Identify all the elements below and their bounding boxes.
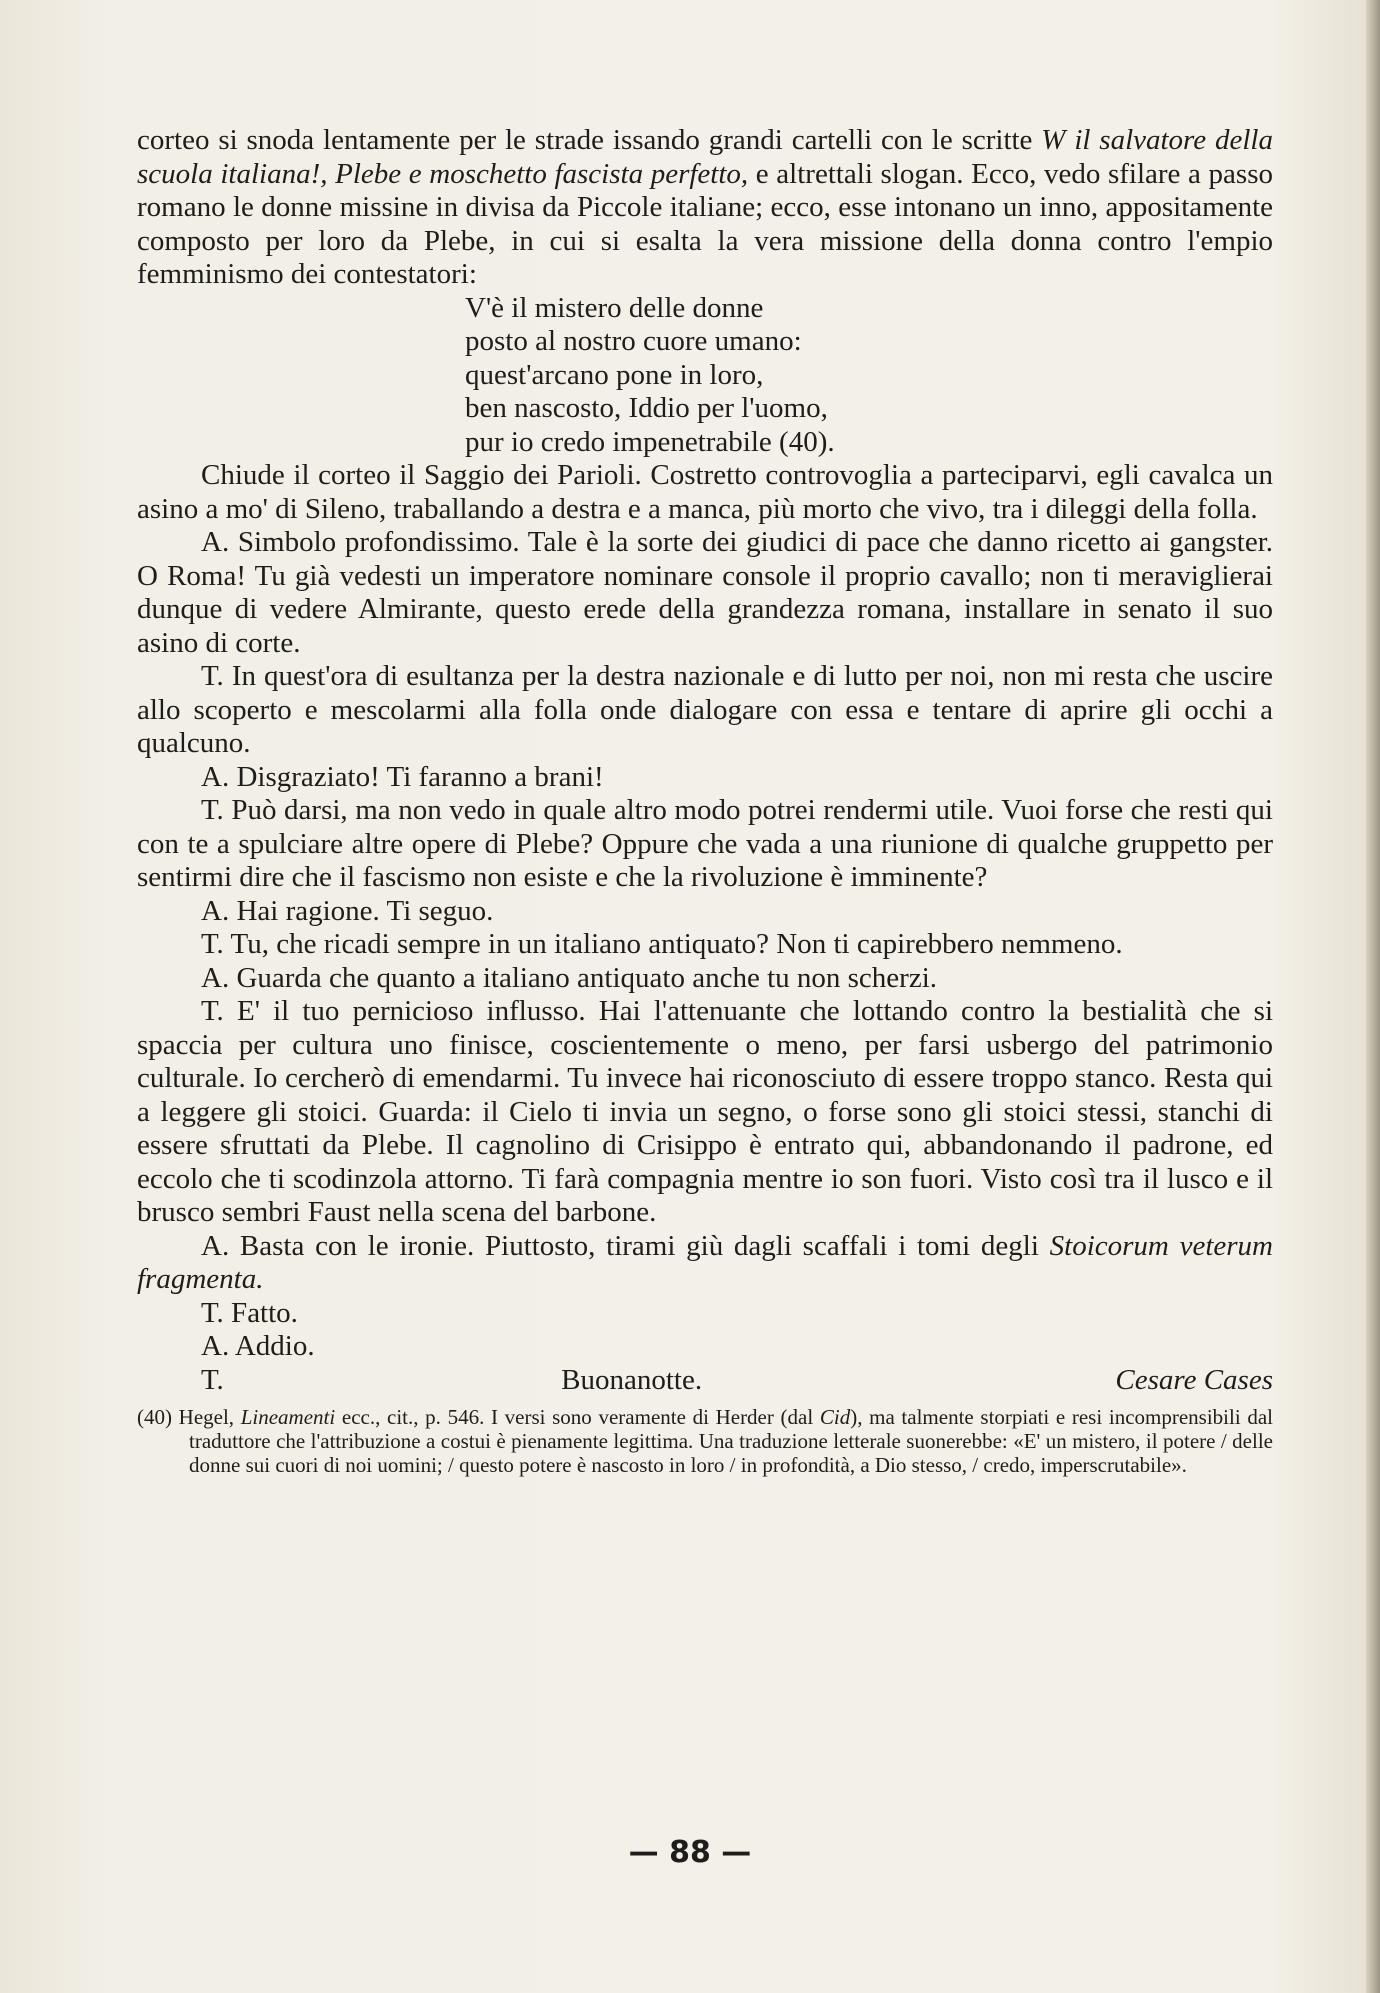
text-run: ), ma talmente storpiati e resi incomprensibili dal traduttore che l'attribuzione a costui è pienamente legittima. Una traduzione letterale suonerebbe: «E' un mistero, il potere / delle donne sui cuori di noi uomini; / questo potere è nascosto in loro / in profondità, a Dio stesso, / credo, imperscrutabile». — [189, 1405, 1273, 1477]
text-run: A. Addio. — [201, 1330, 315, 1362]
text-run: A. Simbolo profondissimo. Tale è la sorte dei giudici di pace che danno ricetto ai gangster. O Roma! Tu già vedesti un imperatore nominare console il proprio cavallo; non ti meraviglierai dunque di vedere Almirante, questo erede della grandezza romana, installare in senato il suo asino di corte. — [137, 526, 1273, 659]
paragraph-p7 — [137, 895, 1273, 929]
italic-text: Stoicorum veterum fragmenta. — [137, 1229, 1273, 1295]
paragraph-p13 — [137, 1330, 1273, 1364]
text-run: T. E' il tuo pernicioso influsso. Hai l'attenuante che lottando contro la bestialità che si spaccia per cultura uno finisce, coscientemente o meno, per farsi usbergo del patrimonio culturale. Io cercherò di emendarmi. Tu invece hai riconosciuto di essere troppo stanco. Resta qui a leggere gli stoici. Guarda: il Cielo ti invia un segno, o forse sono gli stoici stessi, stanchi di essere sfruttati da Plebe. Il cagnolino di Crisippo è entrato qui, abbandonando il padrone, ed eccolo che ti scodinzola attorno. Ti farà compagnia mentre io son fuori. Visto così tra il lusco e il brusco sembri Faust nella scena del barbone. — [137, 995, 1273, 1228]
text-run: T. Fatto. — [201, 1296, 298, 1329]
italic-text: W il salvatore della scuola italiana!, Plebe e moschetto fascista perfetto, — [137, 124, 1273, 190]
paragraph-p3 — [137, 526, 1273, 660]
text-run: A. Hai ragione. Ti seguo. — [201, 894, 494, 927]
author-signature: Cesare Cases — [1115, 1363, 1273, 1396]
text-run: ecc., cit., p. 546. I versi sono veramente di Herder (dal — [335, 1405, 820, 1429]
text-run: A. Basta con le ironie. Piuttosto, tirami giù dagli scaffali i tomi degli — [201, 1229, 1050, 1262]
italic-text: Lineamenti — [240, 1405, 336, 1429]
body-text — [137, 124, 1273, 1477]
paragraph-p6 — [137, 794, 1273, 895]
paragraph-p4 — [137, 660, 1273, 761]
paragraph-p9 — [137, 962, 1273, 996]
page-number: — 88 — — [628, 1835, 752, 1870]
text-run: Chiude il corteo il Saggio dei Parioli. Costretto controvoglia a parteciparvi, egli cavalca un asino a mo' di Sileno, traballando a destra e a manca, più morto che vivo, tra i dileggi della folla. — [137, 459, 1273, 525]
paragraph-p1 — [137, 124, 1273, 292]
footnotes — [137, 1405, 1273, 1477]
verse-line: ben nascosto, Iddio per l'uomo, — [465, 392, 828, 424]
page-edge — [1366, 0, 1380, 1993]
verse-line: posto al nostro cuore umano: — [465, 325, 802, 357]
verse-quotation — [465, 292, 1273, 460]
paragraph-p12 — [137, 1297, 1273, 1331]
text-run: A. Guarda che quanto a italiano antiquato anche tu non scherzi. — [201, 961, 938, 994]
paragraph-p11 — [137, 1230, 1273, 1297]
paragraph-p10 — [137, 995, 1273, 1230]
text-run: (40) Hegel, — [137, 1405, 241, 1429]
paragraph-p5 — [137, 761, 1273, 795]
closing-salutation: T. Buonanotte. — [201, 1363, 703, 1396]
paragraph-p8 — [137, 928, 1273, 962]
text-run: T. Può darsi, ma non vedo in quale altro modo potrei rendermi utile. Vuoi forse che resti qui con te a spulciare altre opere di Plebe? Oppure che vada a una riunione di qualche gruppetto per sentirmi dire che il fascismo non esiste e che la rivoluzione è imminente? — [137, 794, 1273, 893]
text-run: e altrettali slogan. Ecco, vedo sfilare a passo romano le donne missine in divisa da Piccole italiane; ecco, esse intonano un inno, appositamente composto per loro da Plebe, in cui si esalta la vera missione della donna contro l'empio femminismo dei contestatori: — [137, 157, 1274, 290]
italic-text: Cid — [819, 1405, 851, 1429]
closing-line — [137, 1364, 1273, 1398]
verse-line: pur io credo impenetrabile (40). — [465, 425, 835, 458]
footnote-40 — [137, 1405, 1273, 1477]
text-run: corteo si snoda lentamente per le strade issando grandi cartelli con le scritte — [137, 124, 1042, 156]
text-run: A. Disgraziato! Ti faranno a brani! — [201, 760, 604, 793]
paragraph-flow — [137, 124, 1273, 1364]
verse-line: quest'arcano pone in loro, — [465, 358, 764, 391]
paragraph-p2 — [137, 459, 1273, 526]
verse-line: V'è il mistero delle donne — [465, 291, 764, 324]
text-run: T. In quest'ora di esultanza per la destra nazionale e di lutto per noi, non mi resta che uscire allo scoperto e mescolarmi alla folla onde dialogare con essa e tentare di aprire gli occhi a qualcuno. — [137, 660, 1273, 759]
text-run: T. Tu, che ricadi sempre in un italiano antiquato? Non ti capirebbero nemmeno. — [201, 928, 1123, 960]
